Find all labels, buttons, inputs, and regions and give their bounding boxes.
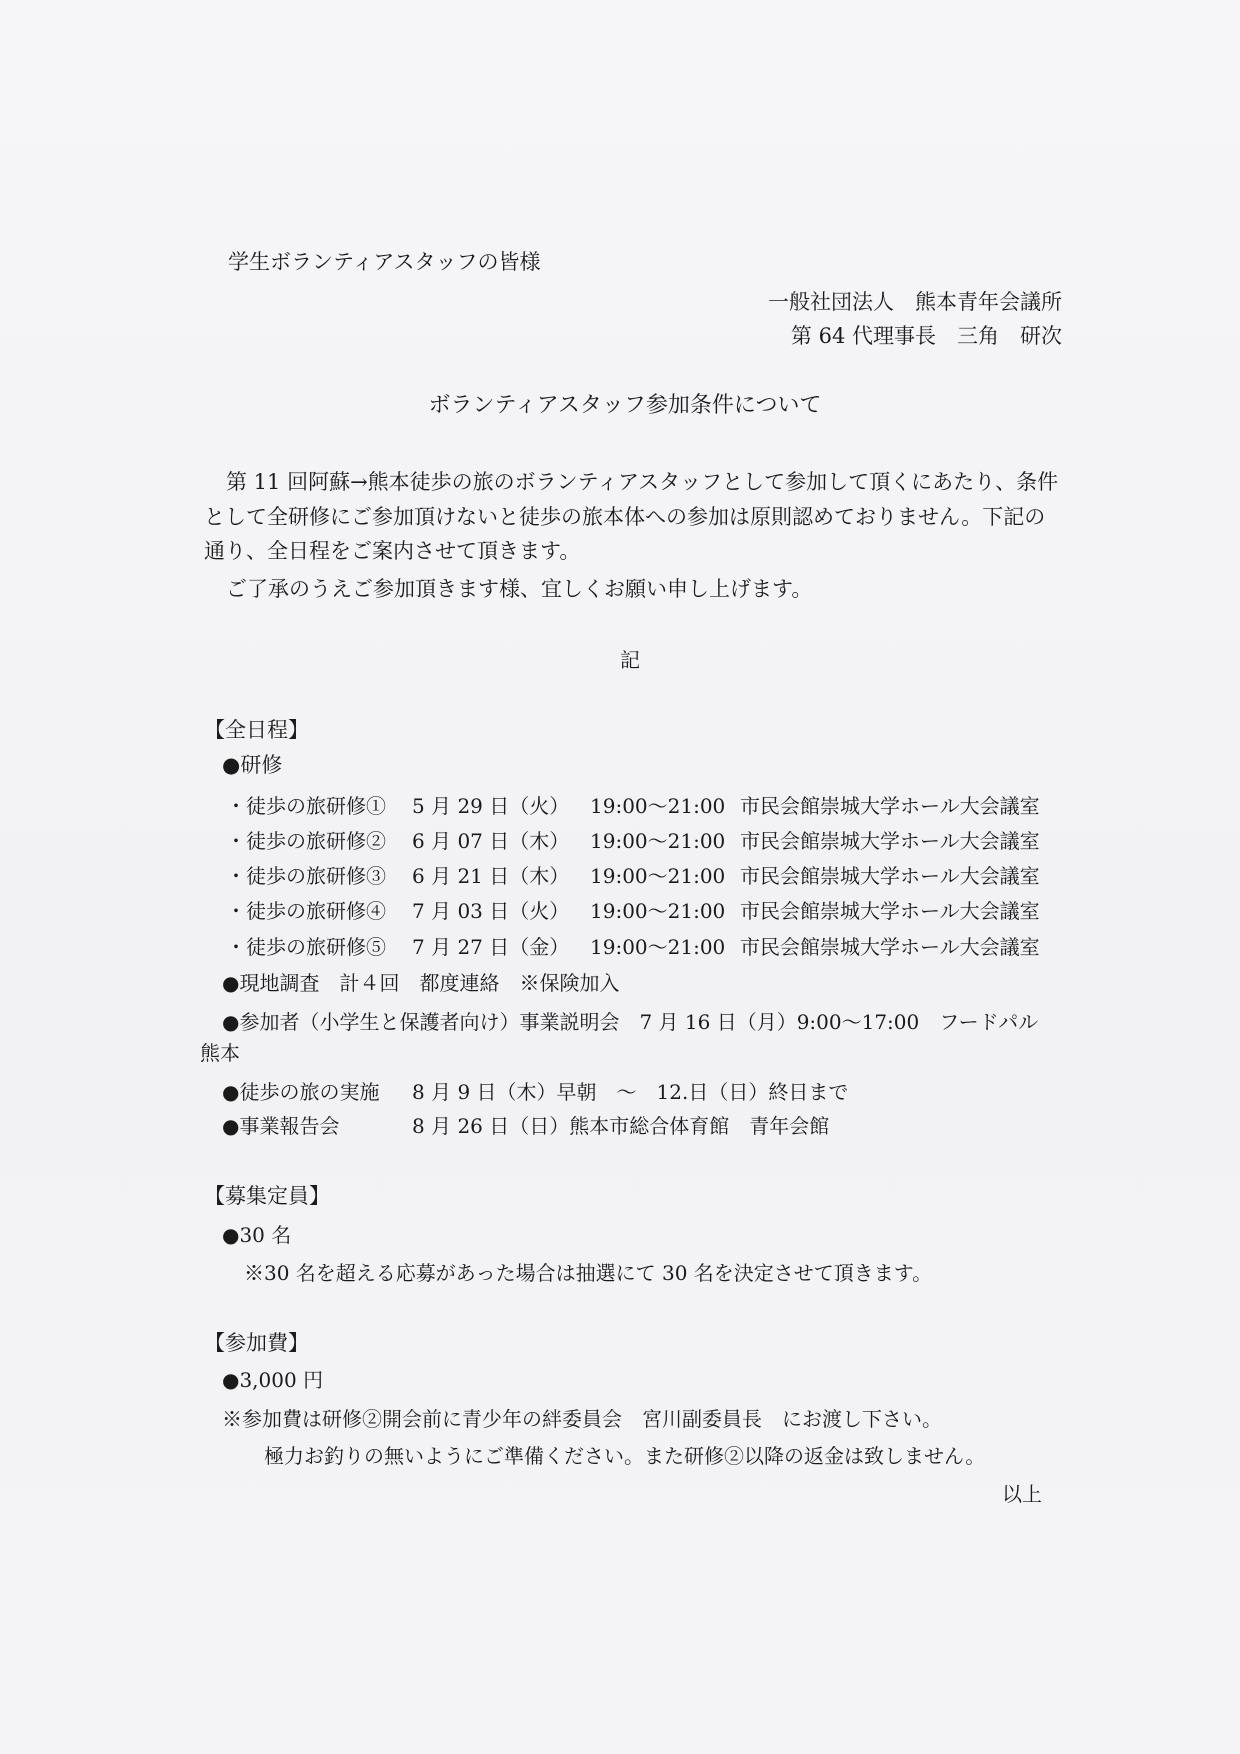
report-detail: 8 月 26 日（日）熊本市総合体育館 青年会館 [412,1114,830,1138]
sender-org: 一般社団法人 熊本青年会議所 [768,290,1062,314]
fee-note-2: 極力お釣りの無いようにご準備ください。また研修②以降の返金は致しません。 [264,1444,986,1468]
report-label: ●事業報告会 [222,1114,340,1138]
training-time: 19:00～21:00 [590,794,726,818]
training-name: ・徒歩の旅研修③ [226,864,386,888]
training-place: 市民会館崇城大学ホール大会議室 [740,899,1040,923]
training-time: 19:00～21:00 [590,864,726,888]
training-time: 19:00～21:00 [590,935,726,959]
training-time: 19:00～21:00 [590,829,726,853]
walk-label: ●徒歩の旅の実施 [222,1080,380,1104]
training-date: 7 月 27 日（金） [412,935,570,959]
briefing-line-2: 熊本 [200,1041,240,1065]
recruit-heading: 【募集定員】 [204,1184,330,1208]
recruit-note: ※30 名を超える応募があった場合は抽選にて 30 名を決定させて頂きます。 [244,1261,933,1285]
body-line-2: として全研修にご参加頂けないと徒歩の旅本体への参加は原則認めておりません。下記の [204,505,1046,529]
training-name: ・徒歩の旅研修⑤ [226,935,386,959]
training-date: 6 月 07 日（木） [412,829,570,853]
schedule-heading: 【全日程】 [204,718,309,742]
training-place: 市民会館崇城大学ホール大会議室 [740,864,1040,888]
field-survey: ●現地調査 計４回 都度連絡 ※保険加入 [222,971,620,995]
training-place: 市民会館崇城大学ホール大会議室 [740,829,1040,853]
training-place: 市民会館崇城大学ホール大会議室 [740,935,1040,959]
training-name: ・徒歩の旅研修① [226,794,386,818]
document-title: ボランティアスタッフ参加条件について [428,393,822,418]
training-date: 7 月 03 日（火） [412,899,570,923]
fee-amount: ●3,000 円 [222,1368,324,1392]
body-line-1: 第 11 回阿蘇→熊本徒歩の旅のボランティアスタッフとして参加して頂くにあたり、条件 [226,470,1059,494]
closing-mark: 以上 [1002,1482,1042,1506]
training-name: ・徒歩の旅研修② [226,829,386,853]
fee-note-1: ※参加費は研修②開会前に青少年の絆委員会 宮川副委員長 にお渡し下さい。 [222,1407,942,1431]
addressee: 学生ボランティアスタッフの皆様 [228,250,541,274]
body-line-4: ご了承のうえご参加頂きます様、宜しくお願い申し上げます。 [226,577,813,601]
training-place: 市民会館崇城大学ホール大会議室 [740,794,1040,818]
sender-person: 第 64 代理事長 三角 研次 [790,324,1062,348]
ki-mark: 記 [620,648,640,672]
walk-detail: 8 月 9 日（木）早朝 ～ 12.日（日）終日まで [412,1080,849,1104]
training-name: ・徒歩の旅研修④ [226,899,386,923]
training-date: 5 月 29 日（火） [412,794,570,818]
training-date: 6 月 21 日（木） [412,864,570,888]
training-time: 19:00～21:00 [590,899,726,923]
body-line-3: 通り、全日程をご案内させて頂きます。 [204,539,581,563]
recruit-count: ●30 名 [222,1223,292,1247]
briefing-line-1: ●参加者（小学生と保護者向け）事業説明会 7 月 16 日（月）9:00～17:00 フードパル [222,1010,1039,1034]
training-heading: ●研修 [222,753,283,777]
fee-heading: 【参加費】 [204,1331,309,1355]
